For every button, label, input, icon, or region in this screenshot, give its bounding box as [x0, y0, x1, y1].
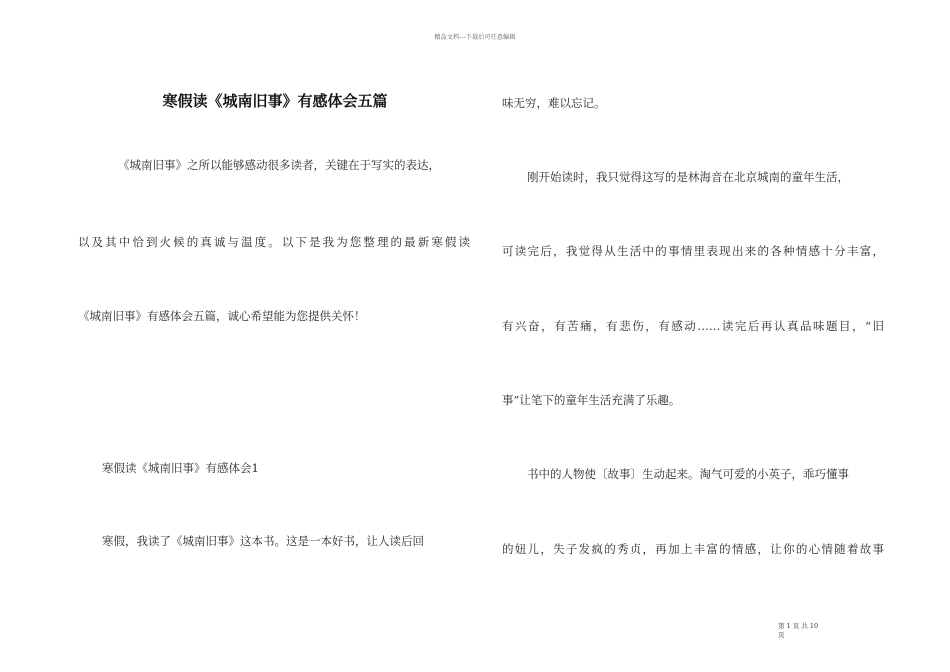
paragraph-line: 寒假，我读了《城南旧事》这本书。这是一本好书，让人读后回 [102, 534, 424, 548]
paragraph-line: 味无穷，难以忘记。 [502, 96, 606, 110]
paragraph-line: 的妞儿，失子发疯的秀贞，再加上丰富的情感，让你的心情随着故事 [502, 542, 884, 556]
paragraph-line: 以及其中恰到火候的真诚与温度。以下是我为您整理的最新寒假读 [78, 235, 470, 249]
paragraph-line: 《城南旧事》有感体会五篇，诚心希望能为您提供关怀！ [78, 309, 366, 323]
header-note: 精品文档---下载后可任意编辑 [434, 34, 516, 41]
page-footer [778, 622, 838, 640]
paragraph-line: 有兴奋，有苦痛，有悲伤，有感动……读完后再认真品味题目，“旧 [502, 319, 884, 333]
paragraph-line: 《城南旧事》之所以能够感动很多读者，关键在于写实的表达， [118, 158, 440, 172]
paragraph-line: 可读完后，我觉得从生活中的事情里表现出来的各种情感十分丰富， [502, 244, 884, 258]
section-heading: 寒假读《城南旧事》有感体会1 [102, 461, 259, 475]
paragraph-line: 事”让笔下的童年生活充满了乐趣。 [502, 393, 681, 407]
page-number-suffix: 页 [778, 631, 785, 639]
paragraph-line: 刚开始读时，我只觉得这写的是林海音在北京城南的童年生活， [527, 170, 849, 184]
page-number: 第 1 页 共 10 [778, 622, 819, 630]
document-title: 寒假读《城南旧事》有感体会五篇 [162, 92, 388, 110]
paragraph-line: 书中的人物使〔故事〕生动起来。淘气可爱的小英子，乖巧懂事 [527, 467, 849, 481]
